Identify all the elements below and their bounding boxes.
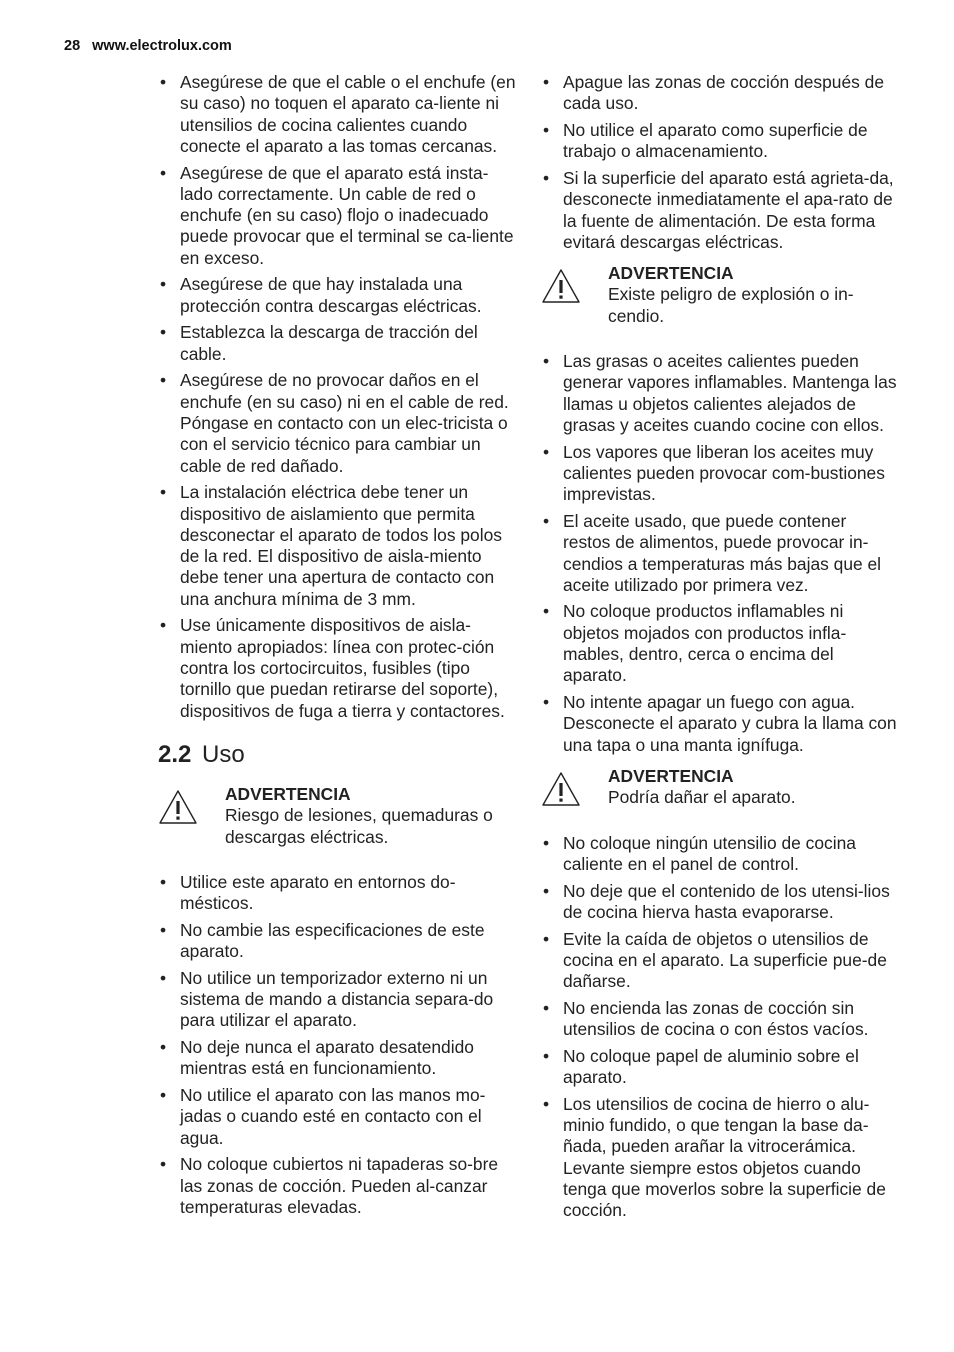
bullet-text: Utilice este aparato en entornos do-mésticos. bbox=[180, 871, 456, 914]
bullet-dot: • bbox=[543, 351, 550, 372]
bullet-text: No coloque ningún utensilio de cocina caliente en el panel de control. bbox=[563, 832, 856, 874]
bullet-dot: • bbox=[543, 119, 550, 140]
bullet-text: No coloque papel de aluminio sobre el aparato. bbox=[563, 1045, 859, 1088]
bullet-dot: • bbox=[160, 1154, 167, 1175]
bullet-text: No utilice un temporizador externo ni un sistema de mando a distancia separa-do para utilizar el aparato. bbox=[180, 967, 494, 1031]
bullet-item bbox=[158, 1085, 516, 1149]
bullet-item bbox=[158, 482, 516, 610]
bullet-text: No coloque productos inflamables ni objetos mojados con productos infla-mables, dentro, cerca o encima del aparato. bbox=[563, 601, 847, 686]
bullet-item bbox=[158, 920, 516, 963]
bullet-dot: • bbox=[160, 322, 167, 343]
warning-triangle-icon bbox=[158, 789, 198, 825]
bullet-item bbox=[158, 274, 516, 317]
bullet-text: No deje que el contenido de los utensi-lios de cocina hierva hasta evaporarse. bbox=[563, 880, 890, 922]
bullet-text: La instalación eléctrica debe tener un dispositivo de aislamiento que permita desconectar el aparato de todos los polos de la red. El dispositivo de aisla-miento debe tener una apertura de contacto con una anchura mínima de 3 mm. bbox=[180, 482, 502, 609]
bullet-text: Asegúrese de no provocar daños en el enchufe (en su caso) ni en el cable de red. Póngase en contacto con un elec-tricista o con el servicio técnico para cambiar un cable de red dañado. bbox=[180, 370, 509, 476]
bullet-item bbox=[158, 1037, 516, 1080]
bullet-item bbox=[541, 511, 897, 596]
bullet-item bbox=[541, 442, 897, 506]
bullet-dot: • bbox=[543, 880, 550, 901]
bullet-text: No encienda las zonas de cocción sin utensilios de cocina o con éstos vacíos. bbox=[563, 997, 869, 1040]
bullet-list bbox=[158, 872, 516, 1218]
warning-box bbox=[541, 263, 897, 327]
bullet-item bbox=[158, 163, 516, 269]
bullet-dot: • bbox=[543, 1093, 550, 1114]
bullet-item bbox=[541, 168, 897, 253]
bullet-text: Los vapores que liberan los aceites muy calientes pueden provocar com-bustiones imprevistas. bbox=[563, 441, 885, 505]
bullet-dot: • bbox=[160, 72, 167, 92]
bullet-item bbox=[158, 615, 516, 721]
bullet-item bbox=[541, 601, 897, 686]
bullet-item bbox=[541, 692, 897, 756]
warning-triangle-icon bbox=[541, 771, 581, 807]
warning-box bbox=[541, 766, 897, 809]
bullet-text: Asegúrese de que el cable o el enchufe (en su caso) no toquen el aparato ca-liente ni utensilios de cocina calientes cuando conecte el aparato a las tomas cercanas. bbox=[180, 72, 516, 156]
right-column bbox=[541, 72, 897, 1227]
bullet-text: Asegúrese de que hay instalada una protección contra descargas eléctricas. bbox=[180, 274, 482, 316]
bullet-text: Establezca la descarga de tracción del cable. bbox=[180, 322, 478, 364]
warning-text: Riesgo de lesiones, quemaduras o descargas eléctricas. bbox=[225, 805, 493, 847]
warning-text: Podría dañar el aparato. bbox=[608, 787, 796, 808]
bullet-dot: • bbox=[543, 692, 550, 713]
section-number: 2.2 bbox=[158, 740, 192, 768]
bullet-dot: • bbox=[160, 871, 167, 892]
page-number: 28 bbox=[64, 38, 81, 54]
bullet-item bbox=[158, 322, 516, 365]
bullet-dot: • bbox=[543, 167, 550, 188]
bullet-text: Asegúrese de que el aparato está insta-lado correctamente. Un cable de red o enchufe (en su caso) flojo o inadecuado puede provocar que el terminal se ca-liente en exceso. bbox=[180, 162, 514, 268]
bullet-dot: • bbox=[160, 162, 167, 183]
bullet-list bbox=[158, 72, 516, 722]
bullet-dot: • bbox=[543, 510, 550, 531]
bullet-item bbox=[541, 833, 897, 876]
bullet-dot: • bbox=[160, 1037, 167, 1058]
warning-text: Existe peligro de explosión o in-cendio. bbox=[608, 284, 854, 326]
bullet-text: Use únicamente dispositivos de aisla-miento apropiados: línea con protec-ción contra los cortocircuitos, fusibles (tipo tornillo que puedan retirarse del soporte), dispositivos de fuga a tierra y contactores. bbox=[180, 615, 505, 721]
bullet-text: El aceite usado, que puede contener restos de alimentos, puede provocar in-cendios a temperaturas más bajas que el aceite utilizado por primera vez. bbox=[563, 510, 882, 595]
bullet-item bbox=[541, 1094, 897, 1222]
bullet-dot: • bbox=[543, 928, 550, 949]
bullet-item bbox=[541, 1046, 897, 1089]
bullet-item bbox=[541, 72, 897, 115]
bullet-list bbox=[541, 351, 897, 756]
bullet-text: No cambie las especificaciones de este aparato. bbox=[180, 919, 485, 962]
bullet-dot: • bbox=[543, 832, 550, 853]
warning-box bbox=[158, 784, 516, 848]
bullet-item bbox=[158, 1154, 516, 1218]
bullet-text: No coloque cubiertos ni tapaderas so-bre las zonas de cocción. Pueden al-canzar temperaturas elevadas. bbox=[180, 1154, 499, 1217]
warning-title: ADVERTENCIA bbox=[608, 263, 734, 284]
bullet-dot: • bbox=[160, 967, 167, 988]
bullet-dot: • bbox=[160, 1085, 167, 1106]
bullet-dot: • bbox=[543, 1045, 550, 1066]
section-title: Uso bbox=[202, 740, 245, 768]
bullet-item bbox=[158, 72, 516, 157]
bullet-text: No utilice el aparato como superficie de trabajo o almacenamiento. bbox=[563, 119, 868, 162]
bullet-text: Las grasas o aceites calientes pueden generar vapores inflamables. Mantenga las llamas u objetos calientes alejados de grasas y aceites cuando cocine con ellos. bbox=[563, 351, 897, 435]
website-url[interactable]: www.electrolux.com bbox=[92, 38, 232, 54]
bullet-list bbox=[541, 833, 897, 1222]
bullet-item bbox=[158, 872, 516, 915]
bullet-dot: • bbox=[160, 370, 167, 391]
bullet-text: Si la superficie del aparato está agrieta-da, desconecte inmediatamente el apa-rato de la fuente de alimentación. De esta forma evitará descargas eléctricas. bbox=[563, 167, 894, 252]
bullet-dot: • bbox=[160, 274, 167, 295]
bullet-text: Evite la caída de objetos o utensilios de cocina en el aparato. La superficie pue-de dañarse. bbox=[563, 928, 887, 992]
bullet-item bbox=[158, 370, 516, 476]
bullet-item bbox=[541, 351, 897, 436]
bullet-item bbox=[541, 929, 897, 993]
warning-title: ADVERTENCIA bbox=[608, 765, 734, 786]
left-column bbox=[158, 72, 516, 1224]
bullet-text: No intente apagar un fuego con agua. Desconecte el aparato y cubra la llama con una tapa o una manta ignífuga. bbox=[563, 692, 897, 755]
warning-triangle-icon bbox=[541, 268, 581, 304]
bullet-item bbox=[541, 881, 897, 924]
bullet-dot: • bbox=[160, 919, 167, 940]
bullet-dot: • bbox=[160, 482, 167, 503]
bullet-dot: • bbox=[543, 601, 550, 622]
bullet-item bbox=[541, 120, 897, 163]
bullet-item bbox=[541, 998, 897, 1041]
bullet-text: No utilice el aparato con las manos mo-jadas o cuando esté en contacto con el agua. bbox=[180, 1085, 486, 1148]
warning-title: ADVERTENCIA bbox=[225, 783, 351, 804]
bullet-text: Los utensilios de cocina de hierro o alu-minio fundido, o que tengan la base da-ñada, pueden arañar la vitrocerámica. Levante siempre estos objetos cuando tenga que moverlos sobre la superficie de cocción. bbox=[563, 1093, 886, 1221]
bullet-dot: • bbox=[543, 72, 550, 92]
bullet-dot: • bbox=[160, 615, 167, 636]
bullet-item bbox=[158, 968, 516, 1032]
section-heading bbox=[158, 740, 516, 770]
page-header bbox=[64, 38, 232, 54]
bullet-list bbox=[541, 72, 897, 253]
bullet-text: Apague las zonas de cocción después de cada uso. bbox=[563, 72, 884, 114]
bullet-dot: • bbox=[543, 441, 550, 462]
bullet-dot: • bbox=[543, 997, 550, 1018]
bullet-text: No deje nunca el aparato desatendido mientras está en funcionamiento. bbox=[180, 1037, 474, 1079]
